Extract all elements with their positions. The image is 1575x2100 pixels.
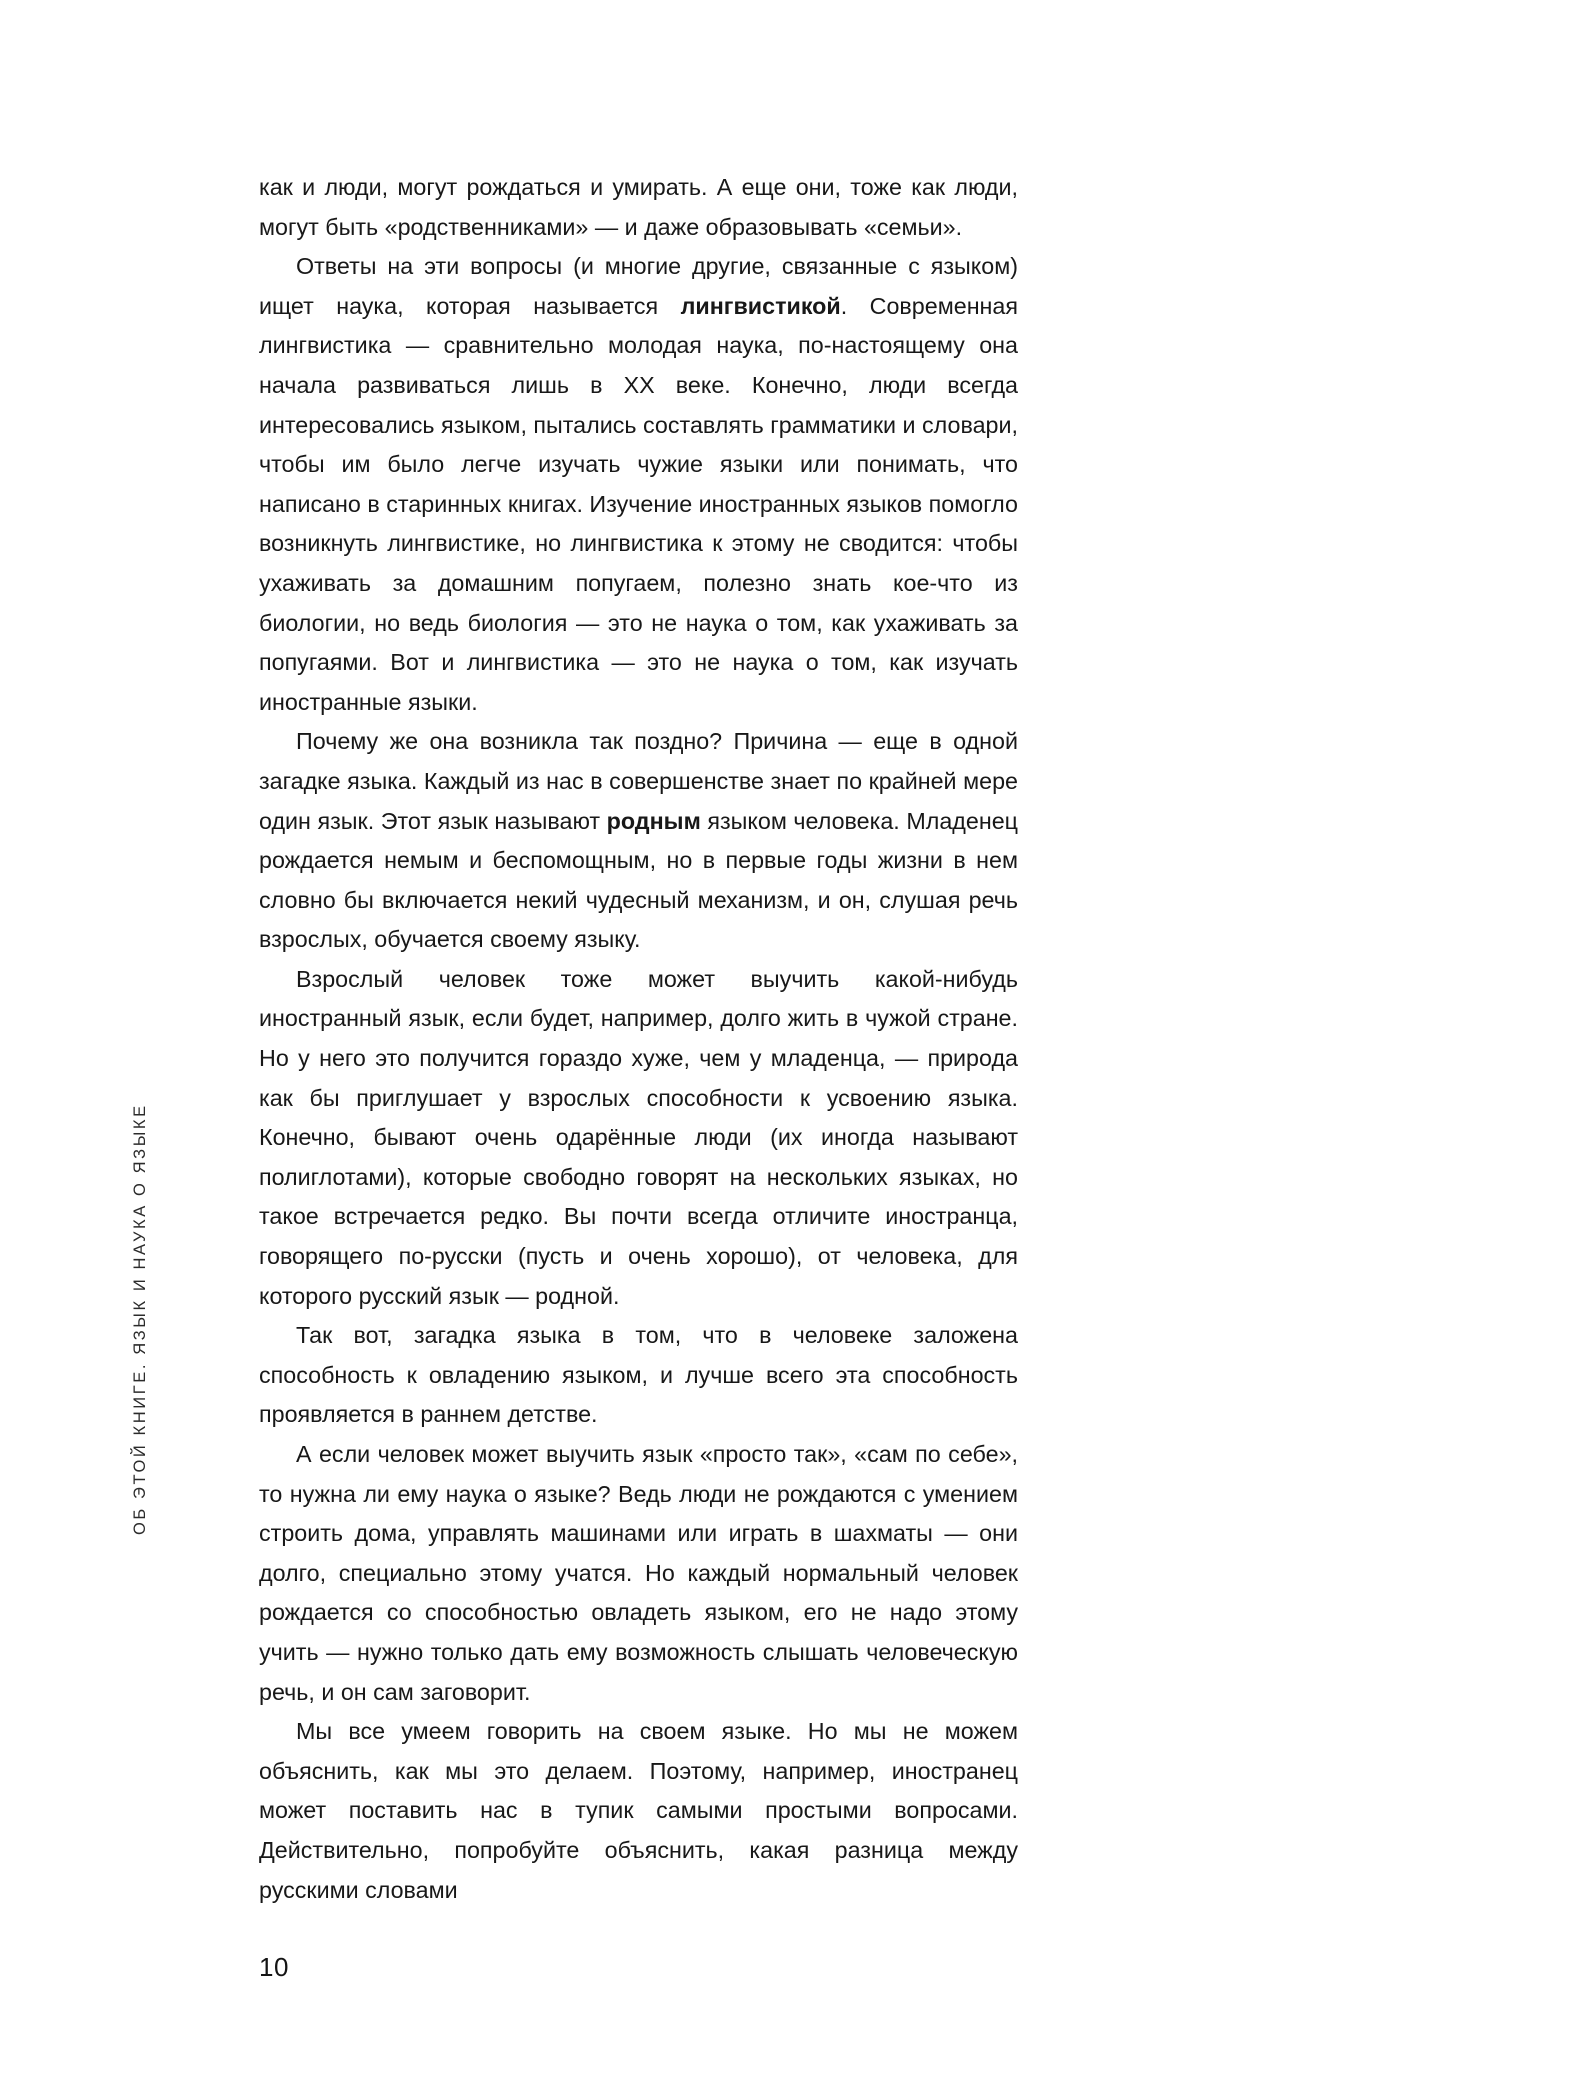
page-number: 10 xyxy=(259,1952,289,1982)
paragraph xyxy=(259,247,1018,722)
key-term-native: родным xyxy=(606,807,701,834)
paragraph-text-after: языком человека. Младенец рождается немым и беспомощным, но в первые годы жизни в нем словно бы включается некий чудесный механизм, и он, слушая речь взрослых, обучается своему языку. xyxy=(259,807,1018,953)
paragraph: как и люди, могут рождаться и умирать. А еще они, тоже как люди, могут быть «родственниками» — и даже образовывать «семьи». xyxy=(259,174,1018,240)
paragraph: Мы все умеем говорить на своем языке. Но мы не можем объяснить, как мы это делаем. Поэтому, например, иностранец может поставить нас в тупик самыми простыми вопросами. Действительно, попробуйте объяснить, какая разница между русскими словами xyxy=(259,1718,1018,1903)
paragraph-text-before: Ответы на эти вопросы (и многие другие, связанные с языком) ищет наука, которая называется xyxy=(259,253,1018,319)
paragraph-text-before: Почему же она возникла так поздно? Причина — еще в одной загадке языка. Каждый из нас в совершенстве знает по крайней мере один язык. Этот язык называют xyxy=(259,728,1018,834)
running-head: ОБ ЭТОЙ КНИГЕ. ЯЗЫК И НАУКА О ЯЗЫКЕ xyxy=(131,1103,149,1535)
key-term-linguistics: лингвистикой xyxy=(680,292,841,319)
paragraph-text-after: . Современная лингвистика — сравнительно молодая наука, по-настоящему она начала развиваться лишь в XX веке. Конечно, люди всегда интересовались языком, пытались составлять грамматики и словари, чтобы им было легче изучать чужие языки или понимать, что написано в старинных книгах. Изучение иностранных языков помогло возникнуть лингвистике, но лингвистика к этому не сводится: чтобы ухаживать за домашним попугаем, полезно знать кое-что из биологии, но ведь биология — это не наука о том, как ухаживать за попугаями. Вот и лингвистика — это не наука о том, как изучать иностранные языки. xyxy=(259,292,1018,715)
paragraph: Так вот, загадка языка в том, что в человеке заложена способность к овладению языком, и лучше всего эта способность проявляется в раннем детстве. xyxy=(259,1322,1018,1428)
paragraph xyxy=(259,722,1018,960)
body-text-column xyxy=(259,168,1018,1910)
paragraph: А если человек может выучить язык «просто так», «сам по себе», то нужна ли ему наука о языке? Ведь люди не рождаются с умением строить дома, управлять машинами или играть в шахматы — они долго, специально этому учатся. Но каждый нормальный человек рождается со способностью овладеть языком, его не надо этому учить — нужно только дать ему возможность слышать человеческую речь, и он сам заговорит. xyxy=(259,1441,1018,1705)
paragraph: Взрослый человек тоже может выучить какой-нибудь иностранный язык, если будет, например, долго жить в чужой стране. Но у него это получится гораздо хуже, чем у младенца, — природа как бы приглушает у взрослых способности к усвоению языка. Конечно, бывают очень одарённые люди (их иногда называют полиглотами), которые свободно говорят на нескольких языках, но такое встречается редко. Вы почти всегда отличите иностранца, говорящего по-русски (пусть и очень хорошо), от человека, для которого русский язык — родной. xyxy=(259,965,1018,1309)
